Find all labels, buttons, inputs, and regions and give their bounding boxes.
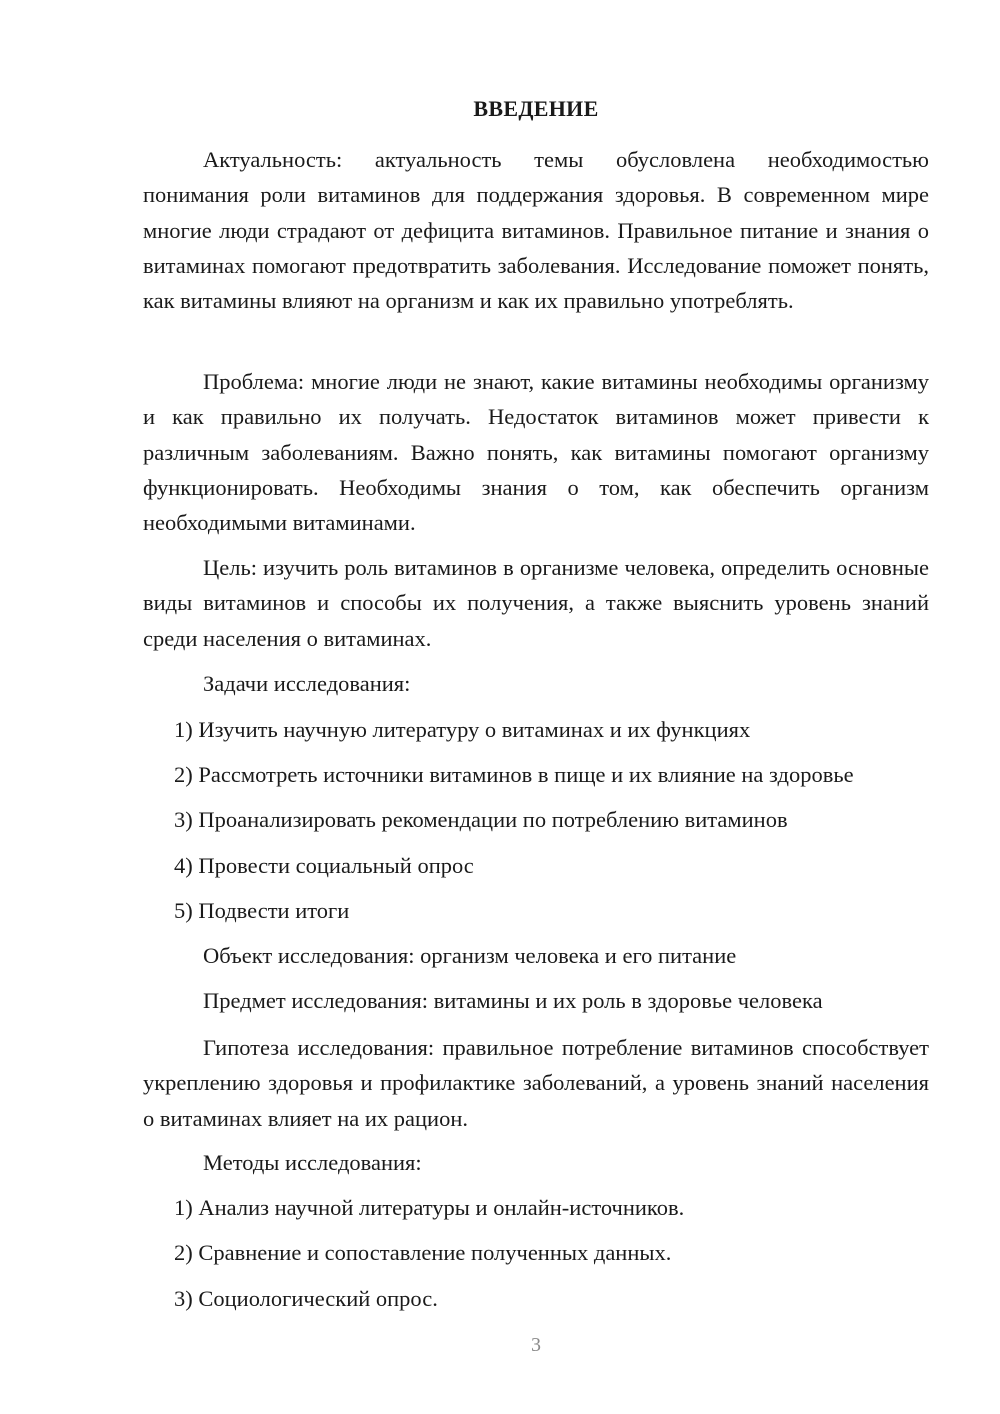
method-item: 2) Сравнение и сопоставление полученных данных. bbox=[174, 1240, 672, 1265]
method-item: 1) Анализ научной литературы и онлайн-источников. bbox=[174, 1195, 685, 1220]
task-item: 4) Провести социальный опрос bbox=[174, 853, 474, 878]
task-item: 5) Подвести итоги bbox=[174, 898, 350, 923]
hypothesis-paragraph: Гипотеза исследования: правильное потребление витаминов способствует укреплению здоровья и профилактике заболеваний, а уровень знаний населения о витаминах влияет на их рацион. bbox=[143, 1035, 929, 1131]
task-item: 3) Проанализировать рекомендации по потреблению витаминов bbox=[174, 807, 788, 832]
goal-paragraph: Цель: изучить роль витаминов в организме человека, определить основные виды витаминов и способы их получения, а также выяснить уровень знаний среди населения о витаминах. bbox=[143, 555, 929, 651]
task-item: 2) Рассмотреть источники витаминов в пище и их влияние на здоровье bbox=[174, 762, 854, 787]
method-item: 3) Социологический опрос. bbox=[174, 1286, 438, 1311]
task-item: 1) Изучить научную литературу о витаминах и их функциях bbox=[174, 717, 751, 742]
tasks-label: Задачи исследования: bbox=[203, 671, 411, 696]
subject-line: Предмет исследования: витамины и их роль в здоровье человека bbox=[203, 988, 823, 1013]
page-number: 3 bbox=[531, 1334, 541, 1356]
methods-label: Методы исследования: bbox=[203, 1150, 422, 1175]
page-title: ВВЕДЕНИЕ bbox=[473, 96, 599, 121]
relevance-paragraph: Актуальность: актуальность темы обусловлена необходимостью понимания роли витаминов для поддержания здоровья. В современном мире многие люди страдают от дефицита витаминов. Правильное питание и знания о витаминах помогают предотвратить заболевания. Исследование поможет понять, как витамины влияют на организм и как их правильно употреблять. bbox=[143, 147, 929, 314]
object-line: Объект исследования: организм человека и его питание bbox=[203, 943, 737, 968]
problem-paragraph: Проблема: многие люди не знают, какие витамины необходимы организму и как правильно их получать. Недостаток витаминов может привести к различным заболеваниям. Важно понять, как витамины помогают организму функционировать. Необходимы знания о том, как обеспечить организм необходимыми витаминами. bbox=[143, 369, 929, 536]
